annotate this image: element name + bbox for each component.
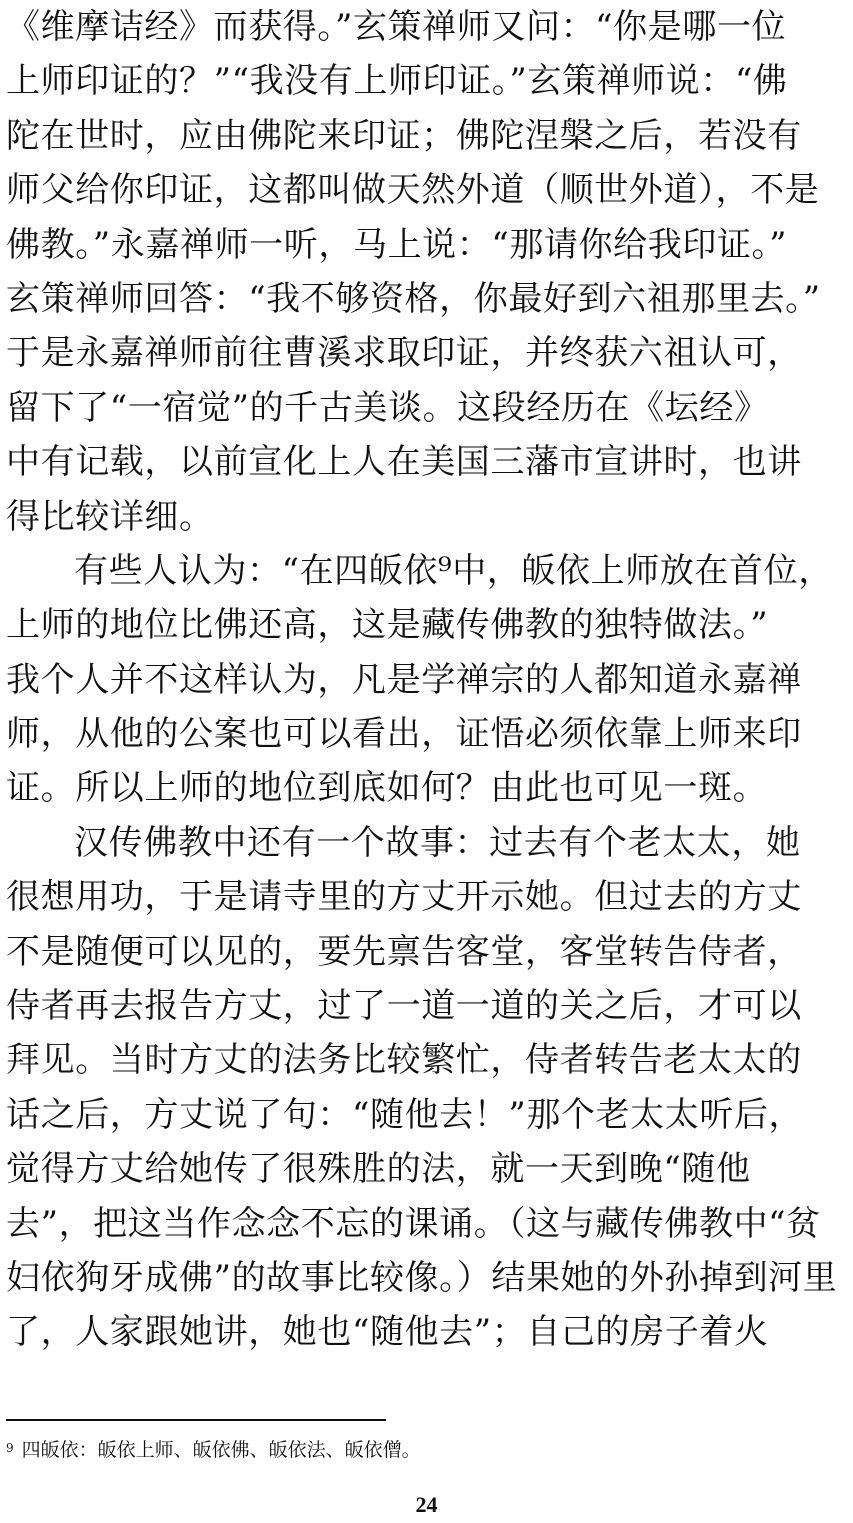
paragraph-first-line: 有些人认为：“在四皈依⁹中，皈依上师放在首位， bbox=[74, 550, 833, 591]
text-line: 我个人并不这样认为，凡是学禅宗的人都知道永嘉禅 bbox=[6, 659, 802, 700]
text-line: 妇依狗牙成佛”的故事比较像。）结果她的外孙掉到河里 bbox=[6, 1257, 838, 1298]
text-line: 上师的地位比佛还高，这是藏传佛教的独特做法。” bbox=[6, 605, 769, 646]
page-number: 24 bbox=[415, 1492, 438, 1517]
text-line: 上师印证的？”“我没有上师印证。”玄策禅师说：“佛 bbox=[6, 61, 788, 102]
text-line: 去”，把这当作念念不忘的课诵。（这与藏传佛教中“贫 bbox=[6, 1203, 821, 1244]
footnote bbox=[6, 1436, 846, 1464]
text-line: 侍者再去报告方丈，过了一道一道的关之后，才可以 bbox=[6, 986, 802, 1027]
text-line: 留下了“一宿觉”的千古美谈。这段经历在《坛经》 bbox=[6, 387, 769, 428]
text-line: 很想用功，于是请寺里的方丈开示她。但过去的方丈 bbox=[6, 877, 802, 918]
body-text bbox=[6, 0, 849, 1360]
text-line: 《维摩诘经》而获得。”玄策禅师又问：“你是哪一位 bbox=[6, 7, 787, 47]
text-line: 师父给你印证，这都叫做天然外道（顺世外道），不是 bbox=[6, 170, 820, 211]
footnote-divider bbox=[6, 1419, 386, 1421]
text-line: 师，从他的公案也可以看出，证悟必须依靠上师来印 bbox=[6, 714, 802, 755]
text-line: 觉得方丈给她传了很殊胜的法，就一天到晚“随他 bbox=[6, 1149, 751, 1190]
text-line: 不是随便可以见的，要先禀告客堂，客堂转告侍者， bbox=[6, 931, 802, 972]
footnote-marker: 9 bbox=[6, 1441, 14, 1455]
text-line: 陀在世时，应由佛陀来印证；佛陀涅槃之后，若没有 bbox=[6, 115, 802, 156]
text-line: 拜见。当时方丈的法务比较繁忙，侍者转告老太太的 bbox=[6, 1040, 802, 1081]
text-line: 证。所以上师的地位到底如何？由此也可见一斑。 bbox=[6, 768, 768, 809]
text-line: 中有记载，以前宣化上人在美国三藩市宣讲时，也讲 bbox=[6, 442, 802, 483]
text-line: 话之后，方丈说了句：“随他去！”那个老太太听后， bbox=[6, 1094, 804, 1135]
text-line: 了，人家跟她讲，她也“随他去”；自己的房子着火 bbox=[6, 1312, 769, 1353]
text-line: 玄策禅师回答：“我不够资格，你最好到六祖那里去。” bbox=[6, 278, 821, 319]
text-line: 佛教。”永嘉禅师一听，马上说：“那请你给我印证。” bbox=[6, 224, 788, 265]
text-line: 于是永嘉禅师前往曹溪求取印证，并终获六祖认可， bbox=[6, 333, 802, 374]
footnote-text: 四皈依：皈依上师、皈依佛、皈依法、皈依僧。 bbox=[21, 1439, 421, 1461]
paragraph-first-line: 汉传佛教中还有一个故事：过去有个老太太，她 bbox=[74, 822, 801, 863]
text-line: 得比较详细。 bbox=[6, 496, 214, 537]
